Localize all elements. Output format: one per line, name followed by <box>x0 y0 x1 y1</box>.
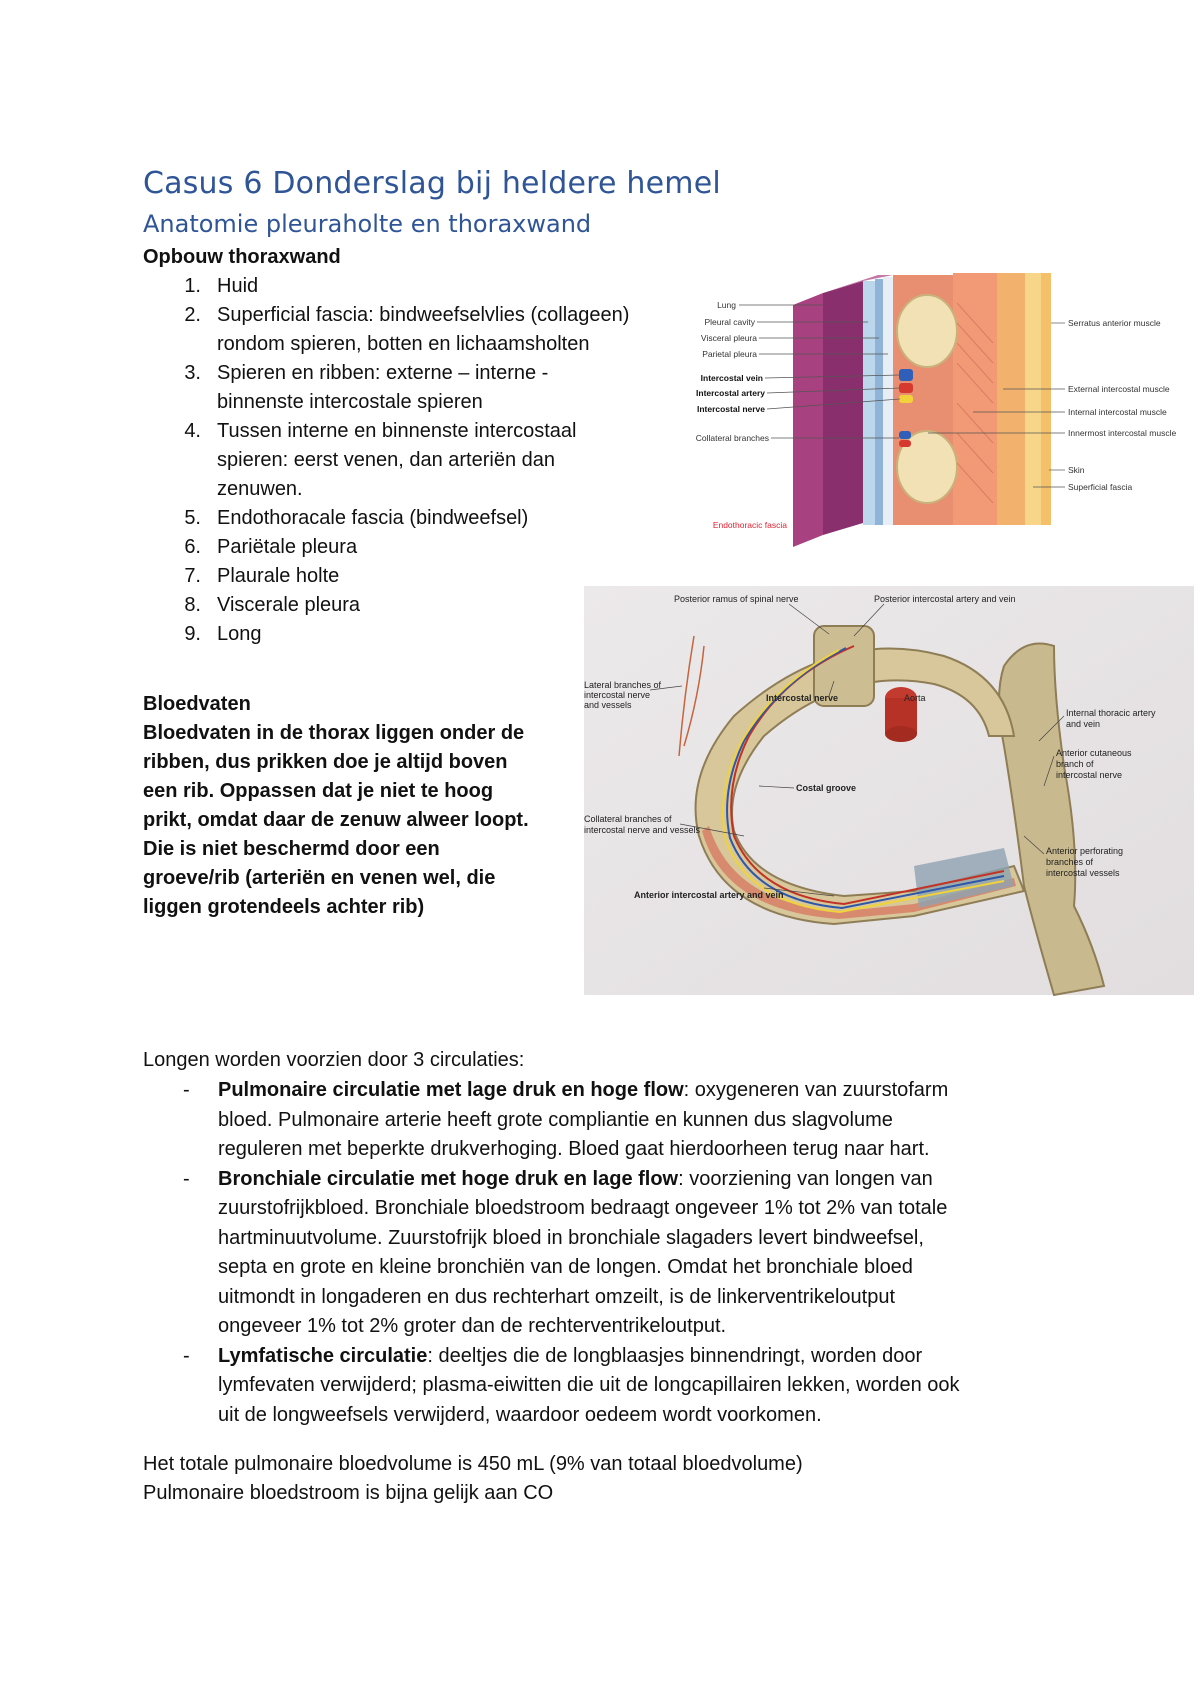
list-item: 8. Viscerale pleura <box>184 594 361 616</box>
svg-text:Internal intercostal muscle: Internal intercostal muscle <box>1068 407 1167 417</box>
svg-text:Anterior perforating: Anterior perforating <box>1046 846 1124 856</box>
svg-text:External intercostal muscle: External intercostal muscle <box>1068 384 1170 394</box>
heading-bloedvaten: Bloedvaten <box>143 693 251 715</box>
list-item: 5. Endothoracale fascia (bindweefsel) <box>184 507 529 529</box>
list-item: 4. Tussen interne en binnenste intercostaal spieren: eerst venen, dan arteriën dan zenuwen. <box>184 420 577 500</box>
list-item: 6. Pariëtale pleura <box>184 536 358 558</box>
svg-text:Pleural cavity: Pleural cavity <box>704 317 755 327</box>
list-item: 2. Superficial fascia: bindweefselvlies (collageen) rondom spieren, botten en lichaamsholten <box>184 304 630 355</box>
page-title: Casus 6 Donderslag bij heldere hemel <box>143 166 721 201</box>
list-item: 9. Long <box>184 623 262 645</box>
svg-text:intercostal nerve: intercostal nerve <box>584 690 651 700</box>
list-item: - Bronchiale circulatie met hoge druk en lage flow: voorziening van longen van zuurstofrijkbloed. Bronchiale bloedstroom bedraagt ongeveer 1% tot 2% van totale hartminuutvolume. Zuurstofrijk bloed in bronchiale slagaders levert bindweefsel, septa en grote en kleine bronchiën van de longen. Omdat het bronchiale bloed uitmondt in longaderen en dus rechterhart omzeilt, is de linkerventrikeloutput ongeveer 1% tot 2% groter dan de rechterventrikeloutput. <box>183 1167 948 1337</box>
svg-text:Endothoracic fascia: Endothoracic fascia <box>712 520 787 530</box>
circulaties-intro: Longen worden voorzien door 3 circulaties: <box>143 1049 525 1071</box>
intercostal-rib-figure <box>584 586 1194 995</box>
svg-text:intercostal nerve and vessels: intercostal nerve and vessels <box>584 825 701 835</box>
svg-text:Intercostal nerve: Intercostal nerve <box>696 404 765 414</box>
svg-text:Posterior ramus of spinal nerv: Posterior ramus of spinal nerve <box>674 594 799 604</box>
svg-text:Collateral branches: Collateral branches <box>695 433 769 443</box>
svg-text:Costal groove: Costal groove <box>796 783 857 793</box>
list-item: 3. Spieren en ribben: externe – interne - binnenste intercostale spieren <box>184 362 549 413</box>
svg-text:Posterior intercostal artery a: Posterior intercostal artery and vein <box>874 594 1016 604</box>
list-item: - Pulmonaire circulatie met lage druk en hoge flow: oxygeneren van zuurstofarm bloed. Pulmonaire arterie heeft grote compliantie en kunnen dus slagvolume reguleren met beperkte drukverhoging. Bloed gaat hierdoorheen terug naar hart. <box>183 1079 949 1160</box>
svg-text:and vessels: and vessels <box>584 700 632 710</box>
closing-paragraph: Het totale pulmonaire bloedvolume is 450 mL (9% van totaal bloedvolume) Pulmonaire bloedstroom is bijna gelijk aan CO <box>143 1453 803 1504</box>
svg-text:Lateral branches of: Lateral branches of <box>584 680 662 690</box>
list-item: 7. Plaurale holte <box>184 565 340 587</box>
svg-text:Internal thoracic artery: Internal thoracic artery <box>1066 708 1156 718</box>
svg-text:Lung: Lung <box>717 300 736 310</box>
svg-text:Intercostal artery: Intercostal artery <box>696 388 765 398</box>
svg-text:branches of: branches of <box>1046 857 1094 867</box>
svg-text:Visceral pleura: Visceral pleura <box>700 333 757 343</box>
svg-text:intercostal vessels: intercostal vessels <box>1046 868 1120 878</box>
heading-opbouw: Opbouw thoraxwand <box>143 246 341 268</box>
svg-text:Parietal pleura: Parietal pleura <box>702 349 757 359</box>
svg-text:Serratus anterior muscle: Serratus anterior muscle <box>1068 318 1161 328</box>
svg-text:Intercostal nerve: Intercostal nerve <box>766 693 839 703</box>
svg-text:intercostal nerve: intercostal nerve <box>1056 770 1123 780</box>
svg-text:Collateral branches of: Collateral branches of <box>584 814 672 824</box>
svg-text:Skin: Skin <box>1068 465 1085 475</box>
bloedvaten-paragraph: Bloedvaten in de thorax liggen onder de ribben, dus prikken doe je altijd boven een rib. Oppassen dat je niet te hoog prikt, omdat daar de zenuw alweer loopt. Die is niet beschermd door een groeve/rib (arteriën en venen wel, die liggen grotendeels achter rib) <box>143 722 529 918</box>
svg-text:Innermost intercostal muscle: Innermost intercostal muscle <box>1068 428 1177 438</box>
thorax-wall-figure <box>695 283 1177 541</box>
svg-text:and vein: and vein <box>1066 719 1101 729</box>
list-item: - Lymfatische circulatie: deeltjes die de longblaasjes binnendringt, worden door lymfevaten verwijderd; plasma-eiwitten die uit de longcapillairen lekken, worden ook uit de longweefsels verwijderd, waardoor oedeem wordt voorkomen. <box>183 1344 960 1426</box>
svg-text:Intercostal vein: Intercostal vein <box>700 373 763 383</box>
circulaties-list <box>143 1076 1063 1430</box>
list-item: 1. Huid <box>184 275 259 297</box>
svg-text:Anterior intercostal artery an: Anterior intercostal artery and vein <box>634 890 784 900</box>
svg-text:branch of: branch of <box>1056 759 1094 769</box>
section-subtitle: Anatomie pleuraholte en thoraxwand <box>143 210 592 238</box>
svg-text:Superficial fascia: Superficial fascia <box>1068 482 1133 492</box>
svg-text:Anterior cutaneous: Anterior cutaneous <box>1056 748 1132 758</box>
svg-text:Aorta: Aorta <box>904 693 926 703</box>
